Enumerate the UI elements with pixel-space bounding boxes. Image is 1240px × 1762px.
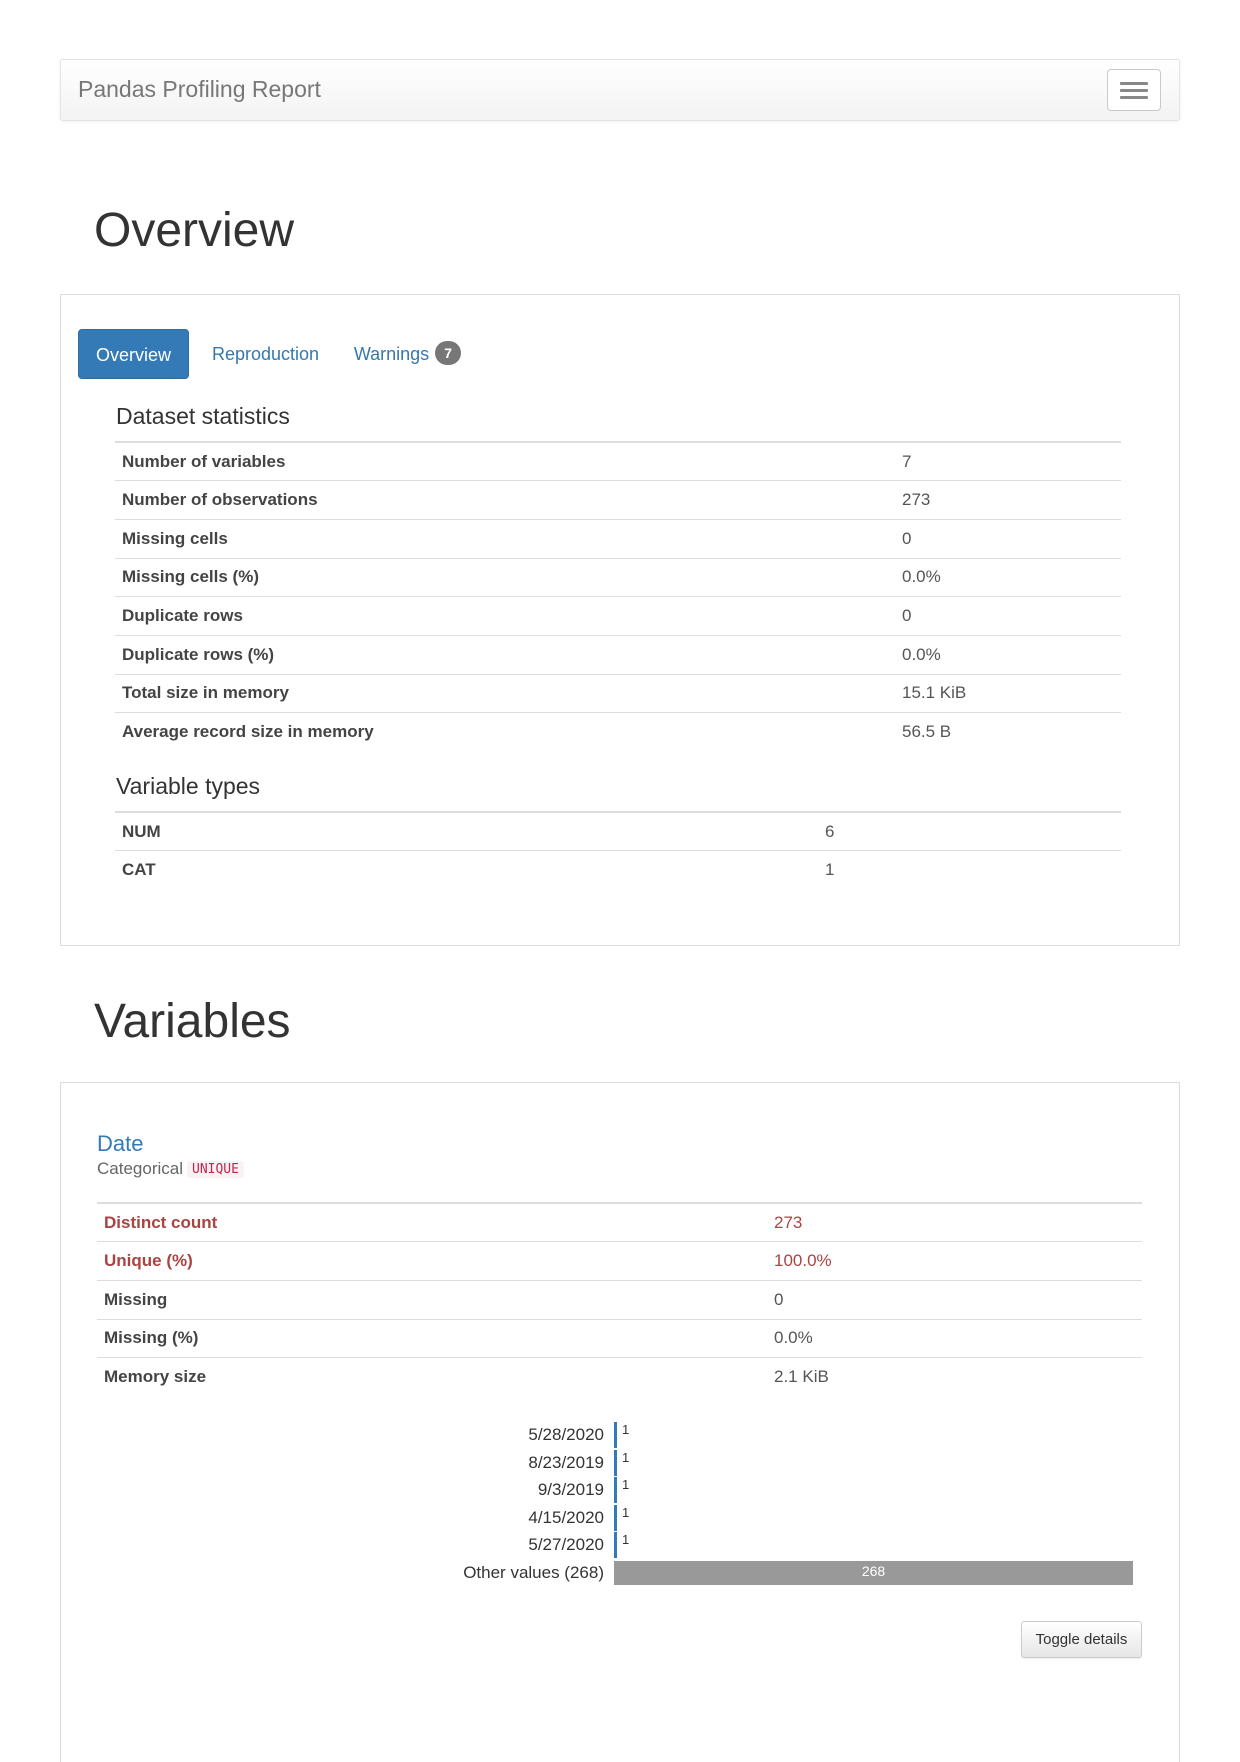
frequency-label: 5/27/2020 bbox=[528, 1535, 604, 1555]
frequency-count: 1 bbox=[622, 1504, 630, 1520]
row-label: Distinct count bbox=[97, 1203, 767, 1242]
frequency-count: 1 bbox=[622, 1422, 630, 1437]
table-row bbox=[97, 1280, 1142, 1319]
row-label: Number of observations bbox=[115, 481, 895, 520]
row-label: Memory size bbox=[97, 1358, 767, 1397]
row-label: Missing cells (%) bbox=[115, 558, 895, 597]
row-value: 0.0% bbox=[895, 635, 1121, 674]
menu-bar bbox=[1120, 82, 1148, 85]
frequency-label: 9/3/2019 bbox=[537, 1480, 604, 1500]
row-value: 0.0% bbox=[767, 1319, 1142, 1358]
variable-types-heading: Variable types bbox=[116, 773, 261, 799]
table-row bbox=[115, 674, 1121, 713]
row-label: Missing bbox=[97, 1280, 767, 1319]
menu-bar bbox=[1120, 96, 1148, 99]
brand-title[interactable]: Pandas Profiling Report bbox=[78, 76, 321, 102]
variable-types-table bbox=[115, 811, 1121, 889]
table-row bbox=[115, 713, 1121, 752]
overview-title: Overview bbox=[94, 204, 295, 257]
frequency-label: 4/15/2020 bbox=[528, 1507, 604, 1527]
row-label: Duplicate rows (%) bbox=[115, 635, 895, 674]
hamburger-menu-icon[interactable] bbox=[1107, 69, 1161, 111]
frequency-count: 1 bbox=[622, 1449, 630, 1465]
row-value: 0 bbox=[895, 519, 1121, 558]
navbar bbox=[60, 59, 1180, 121]
tab-reproduction[interactable]: Reproduction bbox=[211, 344, 320, 364]
row-value: 15.1 KiB bbox=[895, 674, 1121, 713]
variables-title: Variables bbox=[94, 995, 291, 1048]
frequency-bar bbox=[614, 1450, 617, 1476]
frequency-bar bbox=[614, 1532, 617, 1558]
row-value: 0.0% bbox=[895, 558, 1121, 597]
frequency-count: 268 bbox=[861, 1563, 886, 1579]
tab-warnings-label: Warnings bbox=[353, 344, 430, 364]
table-row bbox=[115, 519, 1121, 558]
table-row bbox=[115, 812, 1121, 851]
warnings-count-badge: 7 bbox=[435, 341, 461, 365]
row-label: CAT bbox=[115, 851, 818, 890]
row-label: Average record size in memory bbox=[115, 713, 895, 752]
row-value: 100.0% bbox=[767, 1242, 1142, 1281]
table-row bbox=[97, 1203, 1142, 1242]
row-label: Number of variables bbox=[115, 442, 895, 481]
row-label: Missing cells bbox=[115, 519, 895, 558]
table-row bbox=[115, 442, 1121, 481]
table-row bbox=[115, 558, 1121, 597]
tab-overview[interactable]: Overview bbox=[78, 329, 189, 379]
table-row bbox=[97, 1358, 1142, 1397]
row-label: NUM bbox=[115, 812, 818, 851]
table-row bbox=[115, 635, 1121, 674]
frequency-label: 5/28/2020 bbox=[528, 1425, 604, 1444]
row-value: 6 bbox=[818, 812, 1121, 851]
table-row bbox=[97, 1242, 1142, 1281]
table-row bbox=[115, 851, 1121, 890]
variable-panel-date bbox=[60, 1082, 1180, 1762]
frequency-bar bbox=[614, 1505, 617, 1531]
row-label: Missing (%) bbox=[97, 1319, 767, 1358]
row-label: Duplicate rows bbox=[115, 597, 895, 636]
row-value: 1 bbox=[818, 851, 1121, 890]
variable-type bbox=[97, 1159, 244, 1179]
frequency-label: Other values (268) bbox=[463, 1563, 604, 1582]
dataset-statistics-heading: Dataset statistics bbox=[116, 403, 290, 429]
unique-tag: UNIQUE bbox=[187, 1161, 244, 1178]
row-value: 273 bbox=[767, 1203, 1142, 1242]
frequency-label: 8/23/2019 bbox=[528, 1452, 604, 1472]
frequency-count: 1 bbox=[622, 1477, 630, 1493]
frequency-bar bbox=[614, 1477, 617, 1503]
table-row bbox=[115, 481, 1121, 520]
row-value: 2.1 KiB bbox=[767, 1358, 1142, 1397]
row-label: Total size in memory bbox=[115, 674, 895, 713]
variable-stats-table bbox=[97, 1202, 1142, 1396]
row-label: Unique (%) bbox=[97, 1242, 767, 1281]
row-value: 0 bbox=[895, 597, 1121, 636]
row-value: 273 bbox=[895, 481, 1121, 520]
frequency-count: 1 bbox=[622, 1532, 630, 1548]
tab-warnings[interactable] bbox=[340, 329, 475, 379]
overview-panel bbox=[60, 294, 1180, 946]
frequency-bar bbox=[614, 1422, 617, 1448]
row-value: 0 bbox=[767, 1280, 1142, 1319]
row-value: 56.5 B bbox=[895, 713, 1121, 752]
toggle-details-button[interactable]: Toggle details bbox=[1021, 1621, 1142, 1658]
menu-bar bbox=[1120, 89, 1148, 92]
row-value: 7 bbox=[895, 442, 1121, 481]
table-row bbox=[97, 1319, 1142, 1358]
variable-type-label: Categorical bbox=[97, 1159, 183, 1178]
table-row bbox=[115, 597, 1121, 636]
dataset-statistics-table bbox=[115, 441, 1121, 752]
variable-name-link[interactable]: Date bbox=[97, 1131, 144, 1156]
